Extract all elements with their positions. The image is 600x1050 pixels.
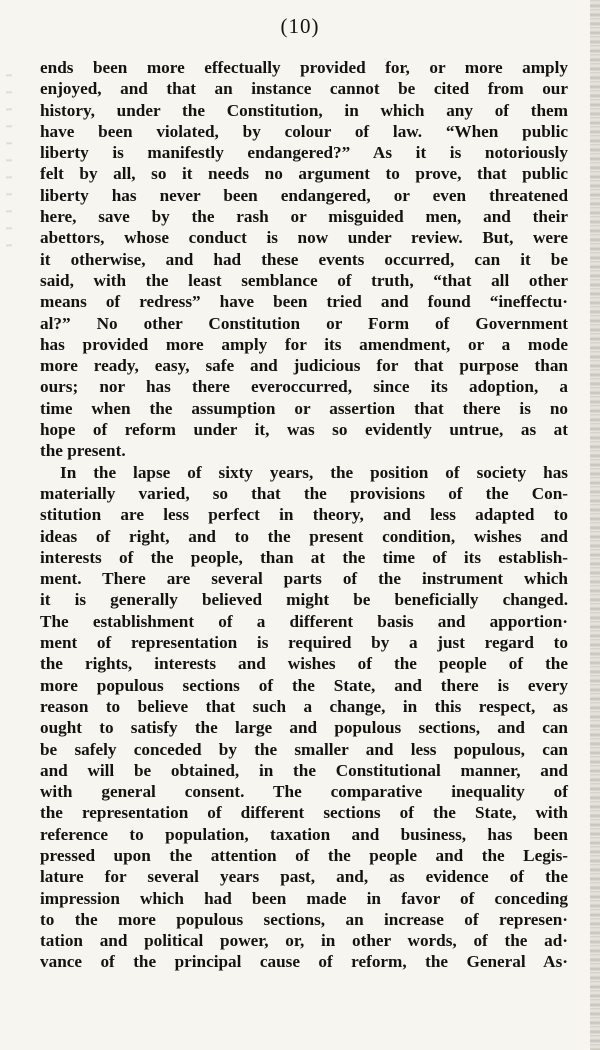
- text-line: ends been more effectually provided for, or more amply: [40, 58, 568, 77]
- text-line: the present.: [40, 441, 126, 461]
- text-line: pressed upon the attention of the people and the Legis-: [40, 845, 568, 865]
- text-line: history, under the Constitution, in which any of them: [40, 100, 568, 120]
- text-line: ideas of right, and to the present condition, wishes and: [40, 526, 568, 546]
- text-line: The establishment of a different basis and apportion·: [40, 611, 568, 631]
- text-line: here, save by the rash or misguided men, and their: [40, 207, 568, 227]
- text-line: to the more populous sections, an increase of represen·: [40, 909, 568, 929]
- text-line: ment of representation is required by a just regard to: [40, 633, 568, 653]
- margin-specks: [6, 60, 12, 260]
- text-line: ment. There are several parts of the instrument which: [40, 569, 568, 589]
- text-line: ours; nor has there everoccurred, since its adoption, a: [40, 377, 568, 397]
- text-line: reason to believe that such a change, in this respect, as: [40, 696, 568, 716]
- text-line: tation and political power, or, in other words, of the ad·: [40, 931, 568, 951]
- text-line: more ready, easy, safe and judicious for that purpose than: [40, 356, 568, 376]
- text-line: the representation of different sections of the State, with: [40, 803, 568, 823]
- text-line: felt by all, so it needs no argument to prove, that public: [40, 164, 568, 184]
- text-line: enjoyed, and that an instance cannot be cited from our: [40, 79, 568, 99]
- text-line: the rights, interests and wishes of the people of the: [40, 654, 568, 674]
- text-line: stitution are less perfect in theory, and less adapted to: [40, 505, 568, 525]
- text-line: al?” No other Constitution or Form of Government: [40, 313, 568, 333]
- text-line: time when the assumption or assertion that there is no: [40, 398, 568, 418]
- text-line: has provided more amply for its amendment, or a mode: [40, 334, 568, 354]
- text-line: it is generally believed might be beneficially changed.: [40, 590, 568, 610]
- text-line: vance of the principal cause of reform, the General As·: [40, 952, 568, 972]
- text-line: have been violated, by colour of law. “When public: [40, 121, 568, 141]
- text-line: lature for several years past, and, as evidence of the: [40, 867, 568, 887]
- text-line: hope of reform under it, was so evidently untrue, as at: [40, 420, 568, 440]
- text-line: said, with the least semblance of truth, “that all other: [40, 270, 568, 290]
- text-line: materially varied, so that the provisions of the Con-: [40, 483, 568, 503]
- text-line: more populous sections of the State, and there is every: [40, 675, 568, 695]
- text-line: reference to population, taxation and business, has been: [40, 824, 568, 844]
- text-line: abettors, whose conduct is now under review. But, were: [40, 228, 568, 248]
- text-line: liberty has never been endangered, or even threatened: [40, 185, 568, 205]
- text-line: be safely conceded by the smaller and less populous, can: [40, 739, 568, 759]
- text-line: ought to satisfy the large and populous sections, and can: [40, 718, 568, 738]
- text-line: means of redress” have been tried and found “ineffectu·: [40, 292, 568, 312]
- text-line: with general consent. The comparative inequality of: [40, 782, 568, 802]
- text-line: it otherwise, and had these events occurred, can it be: [40, 249, 568, 269]
- text-line: and will be obtained, in the Constitutional manner, and: [40, 760, 568, 780]
- binding-gutter: [590, 0, 600, 1050]
- body-text: [40, 57, 568, 973]
- text-line: interests of the people, than at the time of its establish-: [40, 547, 568, 567]
- text-line: impression which had been made in favor of conceding: [40, 888, 568, 908]
- text-line: In the lapse of sixty years, the position of society has: [60, 462, 568, 482]
- text-line: liberty is manifestly endangered?” As it is notoriously: [40, 143, 568, 163]
- page-number: (10): [280, 14, 320, 38]
